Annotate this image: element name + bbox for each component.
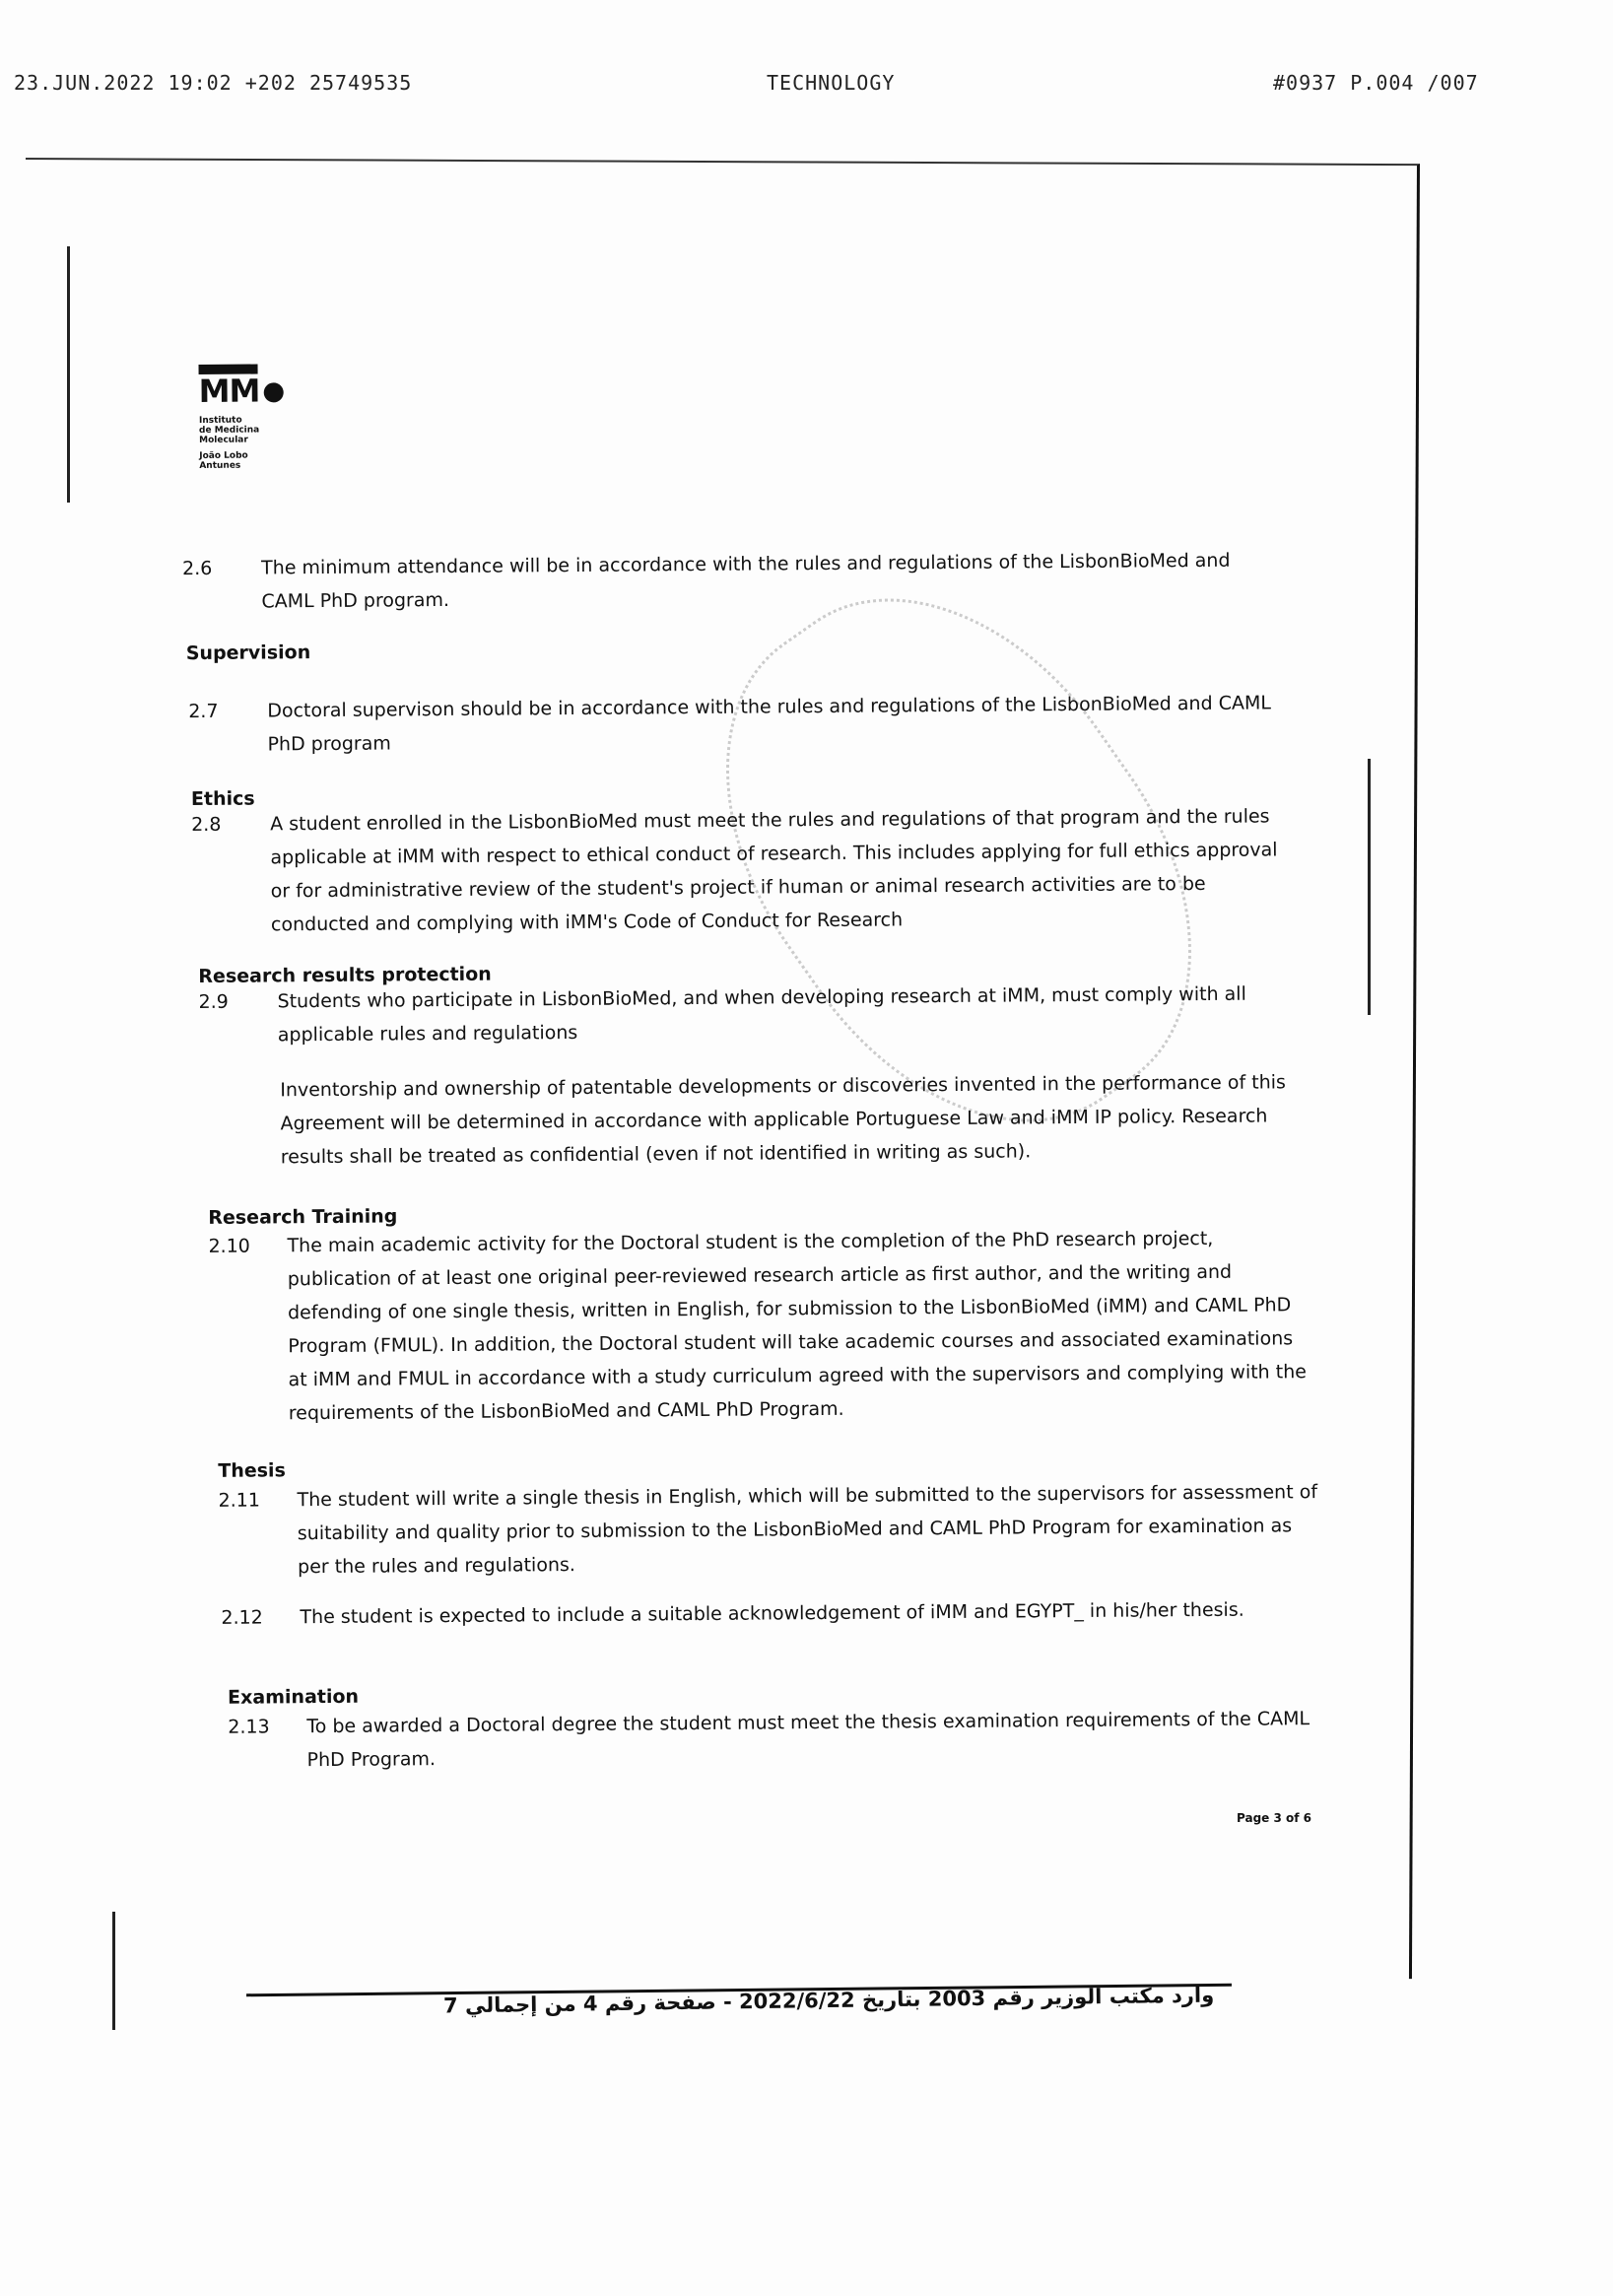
imm-logo: MM Instituto de Medicina Molecular João Lobo Antunes xyxy=(199,364,285,471)
heading-ethics: Ethics xyxy=(190,787,255,811)
page-number: Page 3 of 6 xyxy=(1237,1811,1311,1825)
heading-research-results-protection: Research results protection xyxy=(198,963,492,988)
fax-header-right: #0937 P.004 /007 xyxy=(1273,71,1479,95)
heading-research-training: Research Training xyxy=(208,1205,398,1229)
fax-header-center: TECHNOLOGY xyxy=(767,71,896,95)
heading-supervision: Supervision xyxy=(185,642,311,665)
heading-thesis: Thesis xyxy=(218,1459,286,1482)
ministry-receipt-stamp: وارد مكتب الوزير رقم 2003 بتاريخ 2022/6/22 - صفحة رقم 4 من إجمالي 7 xyxy=(442,1983,1215,2018)
heading-examination: Examination xyxy=(228,1685,360,1709)
fax-header-left: 23.JUN.2022 19:02 +202 25749535 xyxy=(14,71,413,95)
document-body: MM Instituto de Medicina Molecular João Lobo Antunes 2.6 The minimum attendance will be in accordance with the rules and regulations of the LisbonBioMed and CAML PhD program. Supervision 2.7 Doctoral supervison should be in accordance with the rules and regulations of the LisbonBioMed and CAML PhD program Ethics 2.8 A student enrolled in the LisbonBioMed must meet the rules and regulations of that program and the rules applicable at iMM with respect to ethical conduct of research. This includes applying for full ethics approval or for administrative review of the student's project if human or animal research activities are to be conducted and complying with iMM's Code of Conduct for Research Research results protection 2.9 Students who participate in LisbonBioMed, and when developing research at iMM, must comply with all applicable rules and regulations Inventorship and ownership of patentable developments or discoveries invented in the performance of this Agreement will be determined in accordance with applicable Portuguese Law and iMM IP policy. Research results shall be treated as confidential (even if not identified in writing as such). Research Training 2.10 The main academic activity for the Doctoral student is the completion of the PhD research project, publication of at least one original peer-reviewed research article as first author, and the writing and defending of one single thesis, written in English, for submission to the LisbonBioMed (iMM) and CAML PhD Program (FMUL). In addition, the Doctoral student will take academic courses and associated examinations at iMM and FMUL in accordance with a study curriculum agreed with the supervisors and complying with the requirements of the LisbonBioMed and CAML PhD Program. Thesis 2.11 The student will write a single thesis in English, which will be submitted to the supervisors for assessment of suitability and quality prior to submission to the LisbonBioMed and CAML PhD Program for examination as per the rules and regulations. 2.12 The student is expected to include a suitable acknowledgement of iMM and EGYPT_ in his/her thesis. Examination 2.13 To be awarded a Doctoral degree the student must meet the thesis examination requirements of the CAML PhD Program. xyxy=(0,0,1613,2296)
